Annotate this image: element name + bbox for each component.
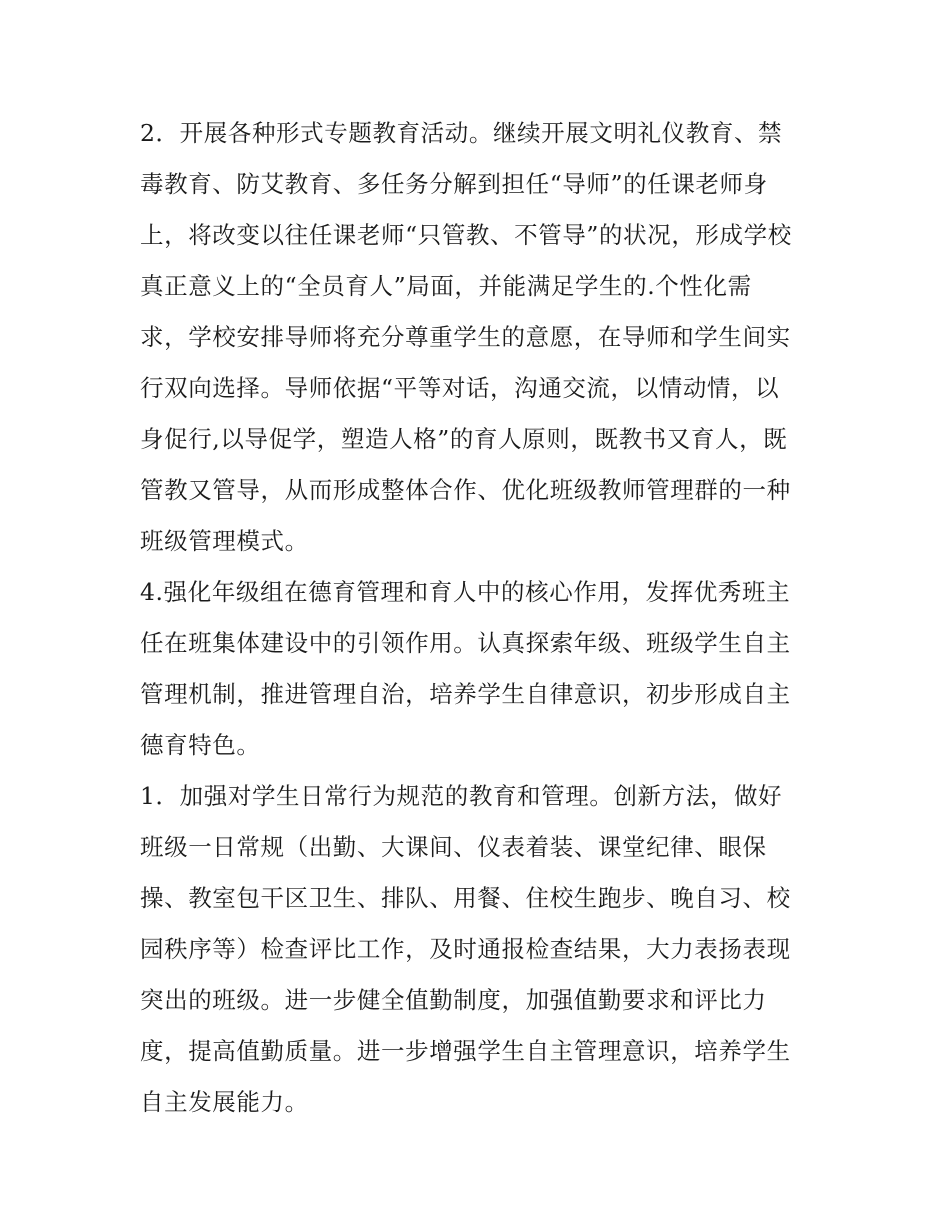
text-line: 突出的班级。进一步健全值勤制度，加强值勤要求和评比力 [140, 986, 767, 1014]
text-line: 管教又管导，从而形成整体合作、优化班级教师管理群的一种 [140, 476, 791, 504]
text-line: 求，学校安排导师将充分尊重学生的意愿，在导师和学生间实 [140, 323, 791, 351]
text-line: 班级管理模式。 [140, 527, 309, 555]
text-line: 操、教室包干区卫生、排队、用餐、住校生跑步、晚自习、校 [140, 884, 791, 912]
text-line: 1．加强对学生日常行为规范的教育和管理。创新方法，做好 [140, 782, 783, 810]
text-line: 身促行,以导促学，塑造人格”的育人原则，既教书又育人，既 [140, 425, 788, 453]
text-line: 4.强化年级组在德育管理和育人中的核心作用，发挥优秀班主 [140, 578, 791, 606]
text-line: 管理机制，推进管理自治，培养学生自律意识，初步形成自主 [140, 680, 791, 708]
text-line: 行双向选择。导师依据“平等对话，沟通交流，以情动情，以 [140, 374, 780, 402]
text-line: 班级一日常规（出勤、大课间、仪表着装、课堂纪律、眼保 [140, 833, 767, 861]
text-line: 真正意义上的“全员育人”局面，并能满足学生的.个性化需 [140, 272, 752, 300]
document-body [140, 108, 815, 1128]
text-line: 自主发展能力。 [140, 1088, 309, 1116]
text-line: 园秩序等）检查评比工作，及时通报检查结果，大力表扬表现 [140, 935, 791, 963]
text-line: 上，将改变以往任课老师“只管教、不管导”的状况，形成学校 [140, 221, 792, 249]
text-line: 任在班集体建设中的引领作用。认真探索年级、班级学生自主 [140, 629, 791, 657]
text-line: 毒教育、防艾教育、多任务分解到担任“导师”的任课老师身 [140, 170, 768, 198]
text-line: 2．开展各种形式专题教育活动。继续开展文明礼仪教育、禁 [140, 119, 783, 147]
text-line: 德育特色。 [140, 731, 261, 759]
text-line: 度，提高值勤质量。进一步增强学生自主管理意识，培养学生 [140, 1037, 791, 1065]
